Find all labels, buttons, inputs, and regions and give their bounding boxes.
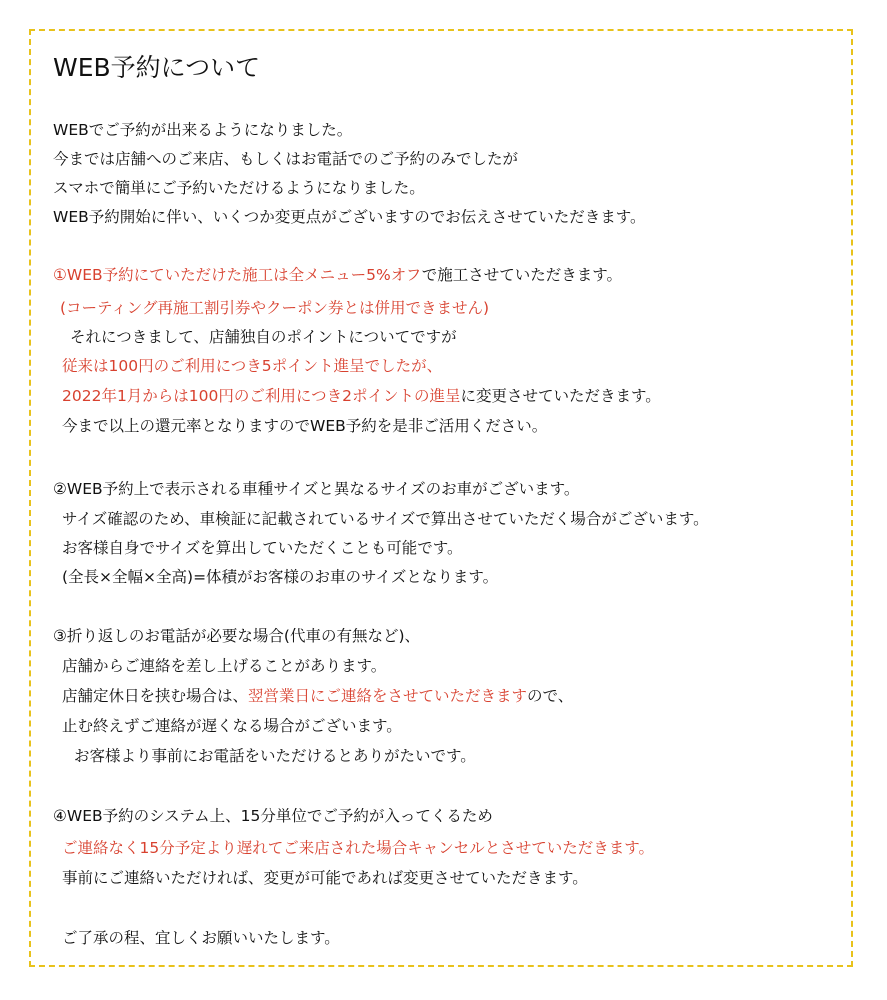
- section3-line-5: お客様より事前にお電話をいただけるとありがたいです。: [74, 747, 476, 765]
- section1-number: ①: [53, 266, 67, 284]
- section3-line-4: 止む終えずご連絡が遅くなる場合がございます。: [62, 717, 402, 735]
- section4-line-2: ご連絡なく15分予定より遅れてご来店された場合キャンセルとさせていただきます。: [62, 839, 654, 857]
- section1-line-4: 従来は100円のご利用につき5ポイント進呈でしたが、: [62, 357, 443, 375]
- page-title: WEB予約について: [53, 53, 261, 82]
- intro-line-3: スマホで簡単にご予約いただけるようになりました。: [53, 179, 425, 197]
- section2-line-2: サイズ確認のため、車検証に記載されているサイズで算出させていただく場合がございます。: [62, 510, 709, 528]
- intro-line-2: 今までは店舗へのご来店、もしくはお電話でのご予約のみでしたが: [53, 150, 519, 168]
- closing-line: ご了承の程、宜しくお願いいたします。: [62, 929, 340, 947]
- section2-line-3: お客様自身でサイズを算出していただくことも可能です。: [62, 539, 463, 557]
- section3-line-3: [62, 686, 573, 706]
- section4-line-3: 事前にご連絡いただければ、変更が可能であれば変更させていただきます。: [62, 869, 588, 887]
- section1-points-highlight: 2022年1月からは100円のご利用につき2ポイントの進呈: [62, 387, 461, 405]
- section2-line-4: (全長×全幅×全高)=体積がお客様のお車のサイズとなります。: [62, 568, 499, 586]
- section1-line-6: 今まで以上の還元率となりますのでWEB予約を是非ご活用ください。: [62, 417, 548, 435]
- section3-line-2: 店舗からご連絡を差し上げることがあります。: [62, 657, 387, 675]
- section3-contact-highlight: 翌営業日にご連絡をさせていただきます: [248, 687, 528, 705]
- section2-line-1: ②WEB予約上で表示される車種サイズと異なるサイズのお車がございます。: [53, 480, 580, 498]
- section4-line-1: ④WEB予約のシステム上、15分単位でご予約が入ってくるため: [53, 807, 493, 825]
- intro-line-1: WEBでご予約が出来るようになりました。: [53, 121, 353, 139]
- section1-line-5-rest: に変更させていただきます。: [460, 387, 661, 405]
- section1-line-3: それにつきまして、店舗独自のポイントについてですが: [70, 328, 457, 346]
- section3-line-3-pre: 店舗定休日を挟む場合は、: [62, 687, 249, 705]
- intro-line-4: WEB予約開始に伴い、いくつか変更点がございますのでお伝えさせていただきます。: [53, 208, 646, 226]
- section1-line-1: [53, 265, 622, 285]
- section1-line-1-rest: で施工させていただきます。: [421, 266, 623, 284]
- section3-line-1: ③折り返しのお電話が必要な場合(代車の有無など)、: [53, 627, 420, 645]
- section1-line-5: [62, 386, 661, 406]
- section3-line-3-post: ので、: [527, 687, 574, 705]
- section1-discount-highlight: WEB予約にていただけた施工は全メニュー5%オフ: [66, 266, 422, 284]
- section1-line-2: (コーティング再施工割引券やクーポン券とは併用できません): [60, 299, 490, 317]
